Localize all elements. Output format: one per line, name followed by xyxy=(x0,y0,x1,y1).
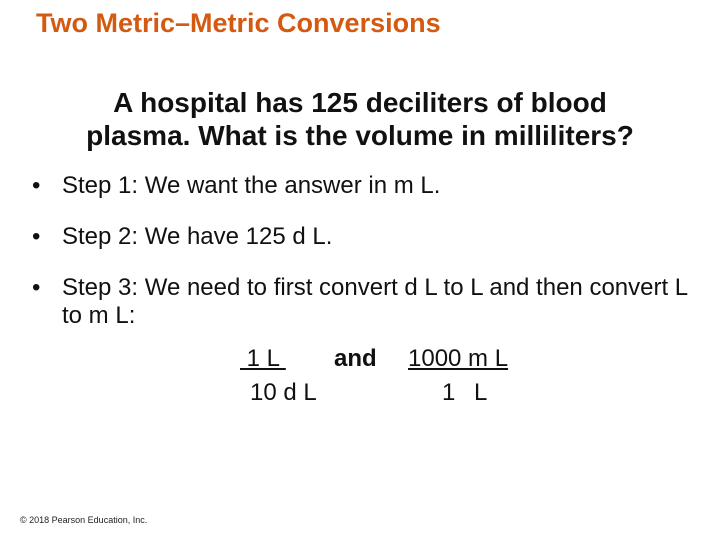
bullet-icon: • xyxy=(32,172,41,199)
conversion-factors xyxy=(236,342,536,422)
factor-2-denominator: 1 L xyxy=(442,379,494,406)
factor-1-numerator: 1 L xyxy=(240,345,286,372)
step-item xyxy=(32,274,692,330)
factor-connector: and xyxy=(334,345,377,372)
steps-list xyxy=(32,172,692,353)
step-item xyxy=(32,172,692,200)
question-line-2: plasma. What is the volume in milliliters? xyxy=(86,120,634,151)
step-text: Step 2: We have 125 d L. xyxy=(62,223,333,250)
slide-title: Two Metric–Metric Conversions xyxy=(36,8,441,38)
step-item xyxy=(32,223,692,251)
step-text: Step 1: We want the answer in m L. xyxy=(62,172,441,199)
question-text xyxy=(20,86,700,152)
step-text: Step 3: We need to first convert d L to L and then convert L to m L: xyxy=(62,274,688,329)
copyright-notice: © 2018 Pearson Education, Inc. xyxy=(20,515,148,525)
factor-1-denominator: 10 d L xyxy=(250,379,317,406)
bullet-icon: • xyxy=(32,274,41,301)
factor-2-numerator: 1000 m L xyxy=(408,345,509,372)
question-line-1: A hospital has 125 deciliters of blood xyxy=(113,87,607,118)
bullet-icon: • xyxy=(32,223,41,250)
